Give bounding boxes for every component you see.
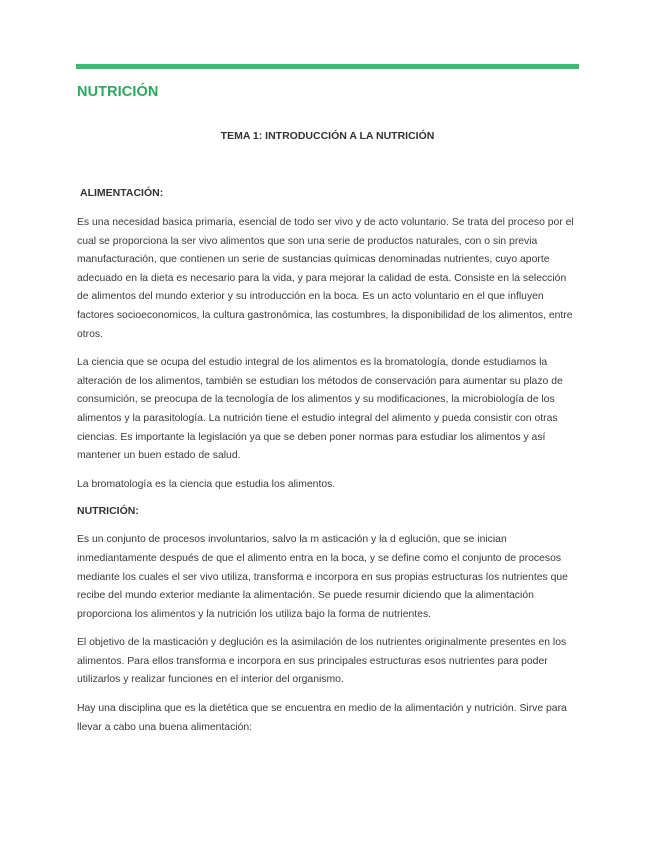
paragraph: Hay una disciplina que es la dietética que se encuentra en medio de la alimentación y nutrición. Sirve para llevar a cabo una buena alimentación: [77,703,567,733]
section-heading-nutricion: NUTRICIÓN: [77,505,139,518]
document-title: NUTRICIÓN [77,84,159,100]
paragraph: El objetivo de la masticación y deglución es la asimilación de los nutrientes originalmente presentes en los alimentos. Para ellos transforma e incorpora en sus principales estructuras esos nutrientes para poder utilizarlos y realizar funciones en el interior del organismo. [77,637,567,686]
paragraph: La ciencia que se ocupa del estudio integral de los alimentos es la bromatología, donde estudiamos la alteración de los alimentos, también se estudian los métodos de conservación para aumentar su plazo de consumición, se preocupa de la tecnología de los alimentos y su modificaciones, la microbiología de los alimentos y la parasitología. La nutrición tiene el estudio integral del alimento y pueda consistir con otras ciencias. Es importante la legislación ya que se deben poner normas para estudiar los alimentos y así mantener un buen estado de salud. [77,357,563,462]
topic-title: TEMA 1: INTRODUCCIÓN A LA NUTRICIÓN [220,130,435,142]
paragraph: Es un conjunto de procesos involuntarios, salvo la m asticación y la d eglución, que se inician inmediantamente después de que el alimento entra en la boca, y se define como el conjunto de procesos mediante los cuales el ser vivo utiliza, transforma e incorpora en sus propias estructuras los nutrientes que recibe del mundo exterior mediante la alimentación. Se puede resumir diciendo que la alimentación proporciona los alimentos y la nutrición los utiliza bajo la forma de nutrientes. [77,534,568,620]
paragraph: La bromatología es la ciencia que estudia los alimentos. [77,478,336,490]
paragraph: Es una necesidad basica primaria, esencial de todo ser vivo y de acto voluntario. Se trata del proceso por el cual se proporciona la ser vivo alimentos que son una serie de productos naturales, con o sin previa manufacturación, que contienen un serie de sustancias químicas denominadas nutrientes, cuyo aporte adecuado en la dieta es necesario para la vida, y para mejorar la calidad de esta. Consiste en la selección de alimentos del mundo exterior y su introducción en la boca. Es un acto voluntario en el que influyen factores socioeconomicos, la cultura gastronómica, las costumbres, la disponibilidad de los alimentos, entre otros. [77,217,574,340]
section-heading-alimentacion: ALIMENTACIÓN: [80,187,164,199]
header-accent-rule [76,64,579,69]
document-body [77,186,577,747]
